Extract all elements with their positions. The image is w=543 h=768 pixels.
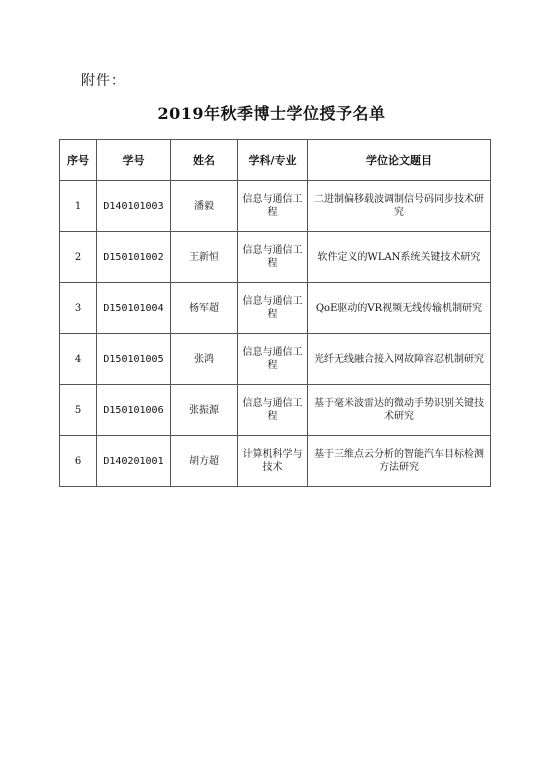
table-row (60, 436, 491, 487)
row-serial-no: 6 (60, 436, 97, 487)
table-row (60, 181, 491, 232)
major: 信息与通信工程 (238, 334, 308, 385)
student-id: D150101002 (97, 232, 171, 283)
table-header-row (60, 140, 491, 181)
student-name: 杨军超 (171, 283, 238, 334)
thesis-title: 基于毫米波雷达的微动手势识别关键技术研究 (308, 385, 491, 436)
doctoral-degree-table (59, 139, 491, 487)
header-student-id: 学号 (97, 140, 171, 181)
header-major: 学科/专业 (238, 140, 308, 181)
table-row (60, 232, 491, 283)
student-id: D150101004 (97, 283, 171, 334)
row-serial-no: 5 (60, 385, 97, 436)
major: 信息与通信工程 (238, 181, 308, 232)
header-name: 姓名 (171, 140, 238, 181)
student-name: 张振源 (171, 385, 238, 436)
thesis-title: 光纤无线融合接入网故障容忍机制研究 (308, 334, 491, 385)
student-id: D140201001 (97, 436, 171, 487)
header-serial-no: 序号 (60, 140, 97, 181)
table-row (60, 334, 491, 385)
page-title: 2019年秋季博士学位授予名单 (157, 104, 386, 123)
row-serial-no: 3 (60, 283, 97, 334)
student-id: D150101005 (97, 334, 171, 385)
table-row (60, 283, 491, 334)
major: 信息与通信工程 (238, 385, 308, 436)
student-name: 胡方超 (171, 436, 238, 487)
student-name: 王新恒 (171, 232, 238, 283)
major: 信息与通信工程 (238, 283, 308, 334)
row-serial-no: 1 (60, 181, 97, 232)
major: 计算机科学与技术 (238, 436, 308, 487)
table-row (60, 385, 491, 436)
header-thesis-title: 学位论文题目 (308, 140, 491, 181)
row-serial-no: 2 (60, 232, 97, 283)
attachment-label: 附件： (81, 73, 126, 89)
student-id: D140101003 (97, 181, 171, 232)
student-id: D150101006 (97, 385, 171, 436)
major: 信息与通信工程 (238, 232, 308, 283)
thesis-title: QoE驱动的VR视频无线传输机制研究 (308, 283, 491, 334)
row-serial-no: 4 (60, 334, 97, 385)
thesis-title: 软件定义的WLAN系统关键技术研究 (308, 232, 491, 283)
student-name: 潘毅 (171, 181, 238, 232)
thesis-title: 二进制偏移载波调制信号码同步技术研究 (308, 181, 491, 232)
student-name: 张鸿 (171, 334, 238, 385)
thesis-title: 基于三维点云分析的智能汽车目标检测方法研究 (308, 436, 491, 487)
